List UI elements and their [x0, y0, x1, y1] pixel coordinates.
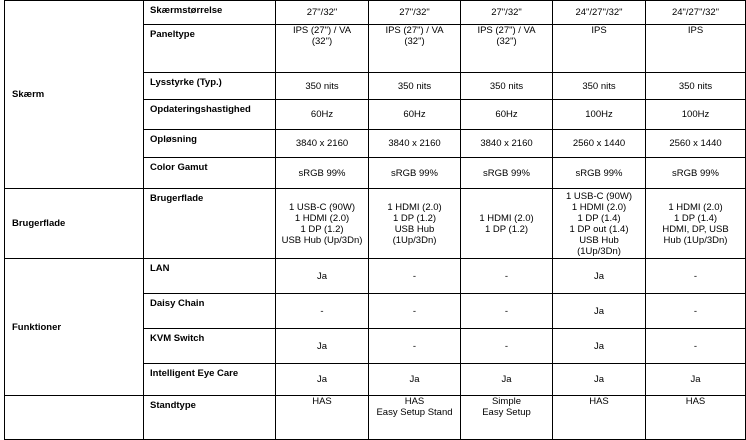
- spec-value: HAS: [646, 396, 746, 440]
- spec-value: IPS (27") / VA (32"): [369, 25, 461, 73]
- spec-value: 27"/32": [369, 1, 461, 25]
- spec-value: -: [646, 259, 746, 294]
- spec-value: 1 HDMI (2.0) 1 DP (1.2) USB Hub (1Up/3Dn): [369, 189, 461, 259]
- spec-value: sRGB 99%: [553, 158, 646, 189]
- spec-value: Ja: [276, 329, 369, 364]
- spec-value: Ja: [461, 364, 553, 396]
- spec-value: 100Hz: [646, 100, 746, 130]
- spec-label: Skærmstørrelse: [144, 1, 276, 25]
- spec-value: -: [646, 329, 746, 364]
- spec-value: IPS (27") / VA (32"): [461, 25, 553, 73]
- spec-label: Lysstyrke (Typ.): [144, 73, 276, 100]
- category-functions: Funktioner: [5, 259, 144, 396]
- spec-value: 1 USB-C (90W) 1 HDMI (2.0) 1 DP (1.4) 1 DP out (1.4) USB Hub (1Up/3Dn): [553, 189, 646, 259]
- spec-value: HAS: [276, 396, 369, 440]
- spec-label: Brugerflade: [144, 189, 276, 259]
- spec-value: Ja: [276, 364, 369, 396]
- spec-row: [5, 396, 746, 440]
- spec-value: sRGB 99%: [646, 158, 746, 189]
- spec-value: 350 nits: [276, 73, 369, 100]
- category-interface: Brugerflade: [5, 189, 144, 259]
- spec-value: 24"/27"/32": [553, 1, 646, 25]
- spec-value: 2560 x 1440: [646, 130, 746, 158]
- spec-value: Ja: [276, 259, 369, 294]
- spec-label: Standtype: [144, 396, 276, 440]
- spec-value: -: [646, 294, 746, 329]
- spec-label: Paneltype: [144, 25, 276, 73]
- spec-value: 60Hz: [461, 100, 553, 130]
- spec-value: Ja: [646, 364, 746, 396]
- spec-value: 350 nits: [646, 73, 746, 100]
- spec-row: [5, 1, 746, 25]
- spec-value: HAS: [553, 396, 646, 440]
- spec-value: 3840 x 2160: [461, 130, 553, 158]
- spec-row: [5, 259, 746, 294]
- spec-value: -: [461, 329, 553, 364]
- spec-table: [4, 0, 746, 440]
- spec-value: Ja: [553, 364, 646, 396]
- spec-value: Ja: [369, 364, 461, 396]
- spec-value: 27"/32": [461, 1, 553, 25]
- spec-value: 100Hz: [553, 100, 646, 130]
- spec-value: 350 nits: [369, 73, 461, 100]
- spec-value: -: [369, 294, 461, 329]
- spec-value: Ja: [553, 294, 646, 329]
- spec-value: IPS (27") / VA (32"): [276, 25, 369, 73]
- spec-value: -: [369, 259, 461, 294]
- spec-label: Opdateringshastighed: [144, 100, 276, 130]
- spec-value: 27"/32": [276, 1, 369, 25]
- spec-label: Opløsning: [144, 130, 276, 158]
- spec-value: 3840 x 2160: [276, 130, 369, 158]
- spec-value: 1 USB-C (90W) 1 HDMI (2.0) 1 DP (1.2) USB Hub (Up/3Dn): [276, 189, 369, 259]
- spec-value: Ja: [553, 329, 646, 364]
- spec-value: 60Hz: [369, 100, 461, 130]
- spec-value: Ja: [553, 259, 646, 294]
- category-screen: Skærm: [5, 1, 144, 189]
- spec-value: -: [276, 294, 369, 329]
- spec-label: Daisy Chain: [144, 294, 276, 329]
- spec-value: 350 nits: [553, 73, 646, 100]
- spec-value: sRGB 99%: [276, 158, 369, 189]
- spec-value: 24"/27"/32": [646, 1, 746, 25]
- spec-value: sRGB 99%: [461, 158, 553, 189]
- spec-label: LAN: [144, 259, 276, 294]
- spec-value: IPS: [646, 25, 746, 73]
- spec-value: IPS: [553, 25, 646, 73]
- spec-value: 3840 x 2160: [369, 130, 461, 158]
- spec-value: -: [461, 294, 553, 329]
- spec-value: 60Hz: [276, 100, 369, 130]
- spec-value: 1 HDMI (2.0) 1 DP (1.2): [461, 189, 553, 259]
- category-empty: [5, 396, 144, 440]
- spec-value: 2560 x 1440: [553, 130, 646, 158]
- spec-value: 350 nits: [461, 73, 553, 100]
- spec-value: -: [461, 259, 553, 294]
- spec-label: Intelligent Eye Care: [144, 364, 276, 396]
- spec-label: KVM Switch: [144, 329, 276, 364]
- spec-label: Color Gamut: [144, 158, 276, 189]
- spec-row: [5, 189, 746, 259]
- spec-value: sRGB 99%: [369, 158, 461, 189]
- spec-value: HAS Easy Setup Stand: [369, 396, 461, 440]
- spec-value: -: [369, 329, 461, 364]
- spec-value: Simple Easy Setup: [461, 396, 553, 440]
- spec-value: 1 HDMI (2.0) 1 DP (1.4) HDMI, DP, USB Hub (1Up/3Dn): [646, 189, 746, 259]
